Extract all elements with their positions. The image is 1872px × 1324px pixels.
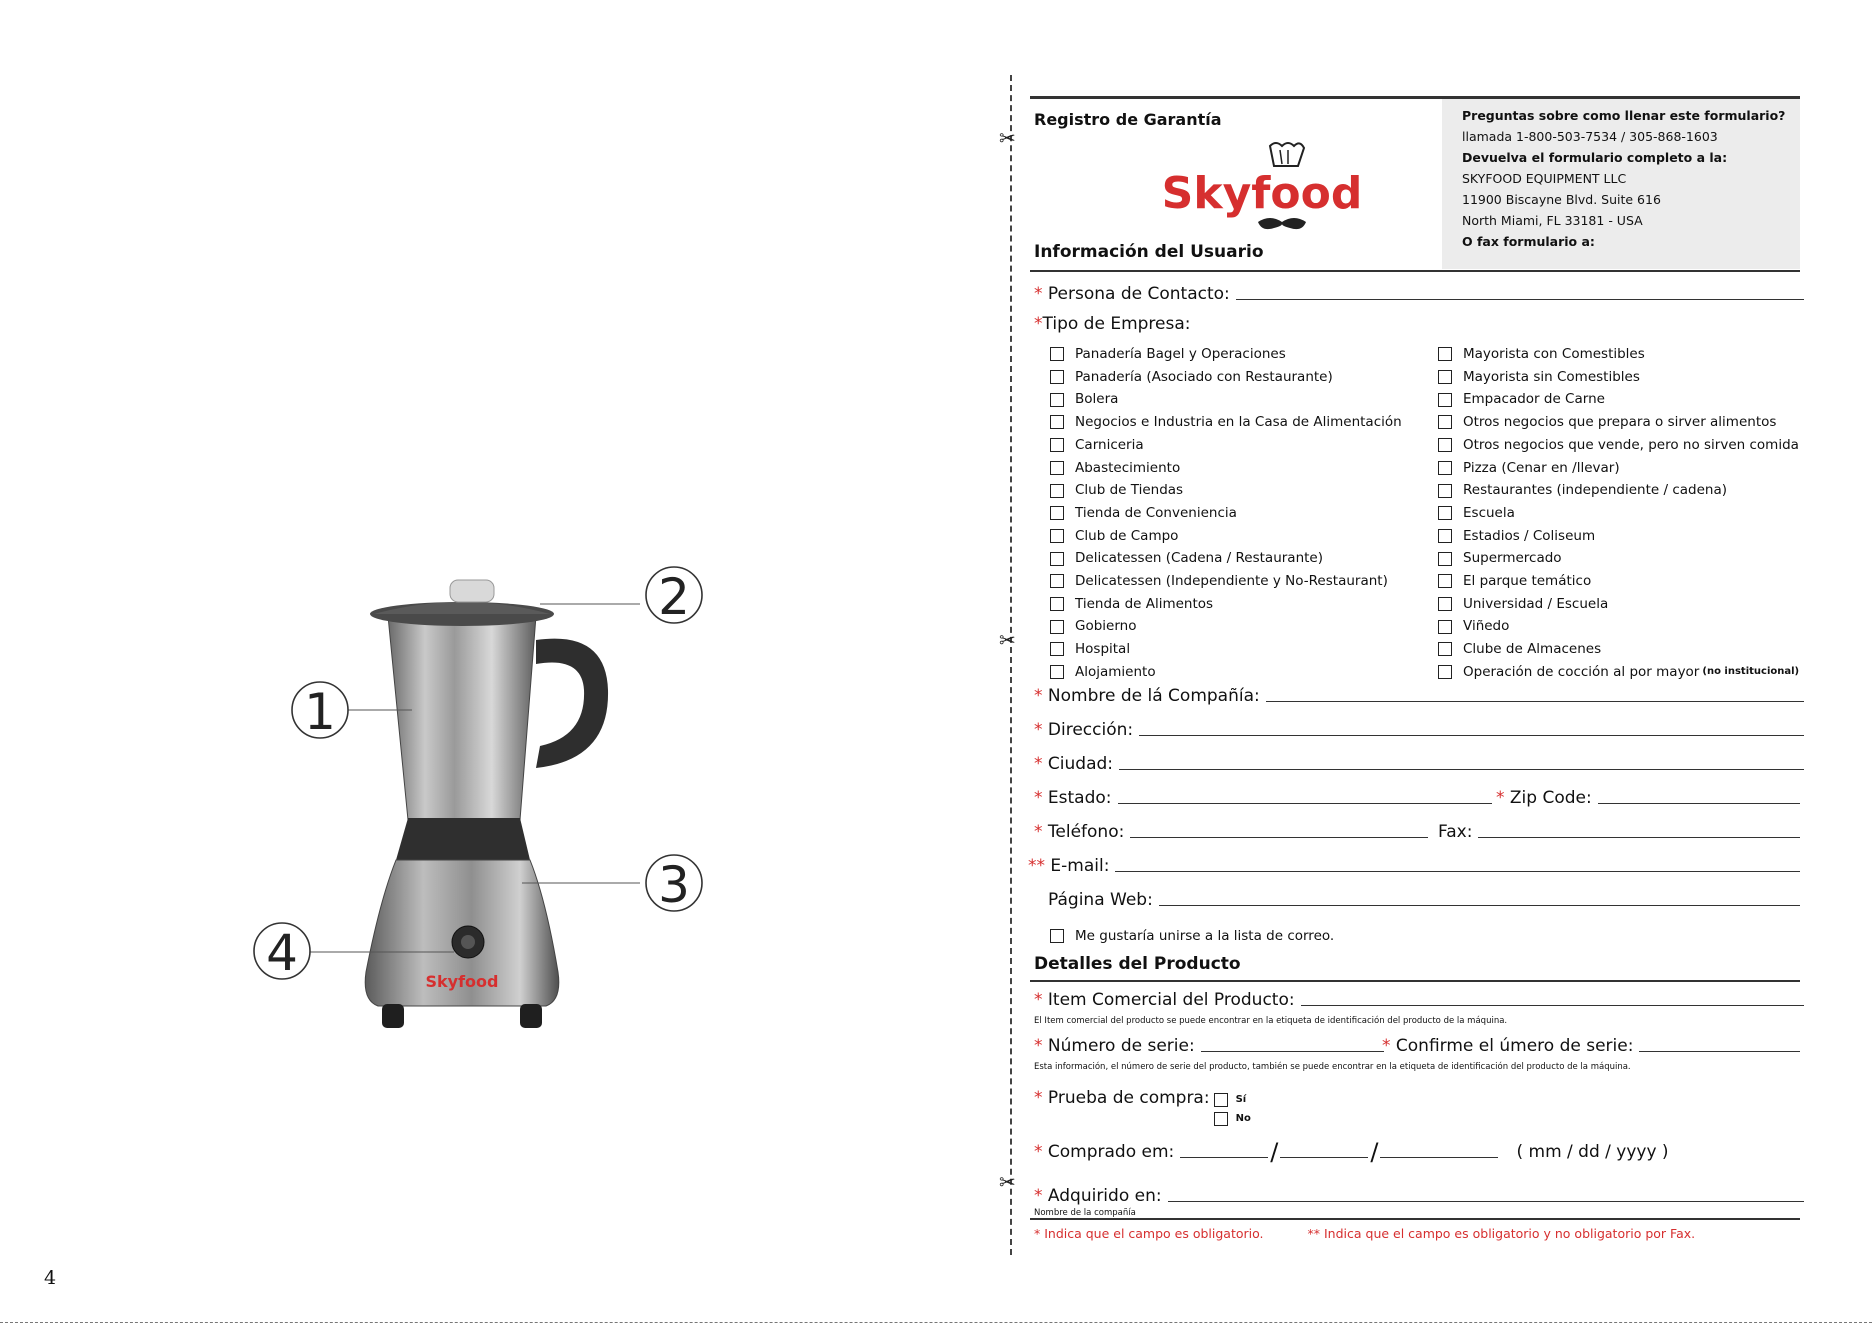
checkbox[interactable] <box>1438 529 1452 543</box>
mustache-icon <box>1258 218 1306 229</box>
business-option[interactable]: Bolera <box>1050 388 1402 411</box>
note-required-fax: ** Indica que el campo es obligatorio y no obligatorio por Fax. <box>1307 1226 1696 1241</box>
state-field[interactable]: * Estado: <box>1034 788 1492 808</box>
checkbox[interactable] <box>1050 552 1064 566</box>
proof-no-option[interactable]: No <box>1214 1109 1251 1128</box>
serial-note: Esta información, el número de serie del producto, también se puede encontrar en la etiqueta de identificación del producto de la máquina. <box>1034 1062 1631 1072</box>
checkbox[interactable] <box>1050 370 1064 384</box>
required-notes <box>1034 1226 1735 1241</box>
checkbox[interactable] <box>1438 393 1452 407</box>
business-option[interactable]: Club de Campo <box>1050 525 1402 548</box>
business-type-label: *Tipo de Empresa: <box>1034 314 1191 334</box>
svg-text:2: 2 <box>658 568 690 626</box>
mailing-list-option[interactable]: Me gustaría unirse a la lista de correo. <box>1050 928 1334 944</box>
item-note: El Item comercial del producto se puede encontrar en la etiqueta de identificación del producto de la máquina. <box>1034 1016 1508 1026</box>
date-format-hint: ( mm / dd / yyyy ) <box>1516 1142 1669 1162</box>
section-rule <box>1030 1218 1800 1220</box>
business-option[interactable]: El parque temático <box>1438 570 1799 593</box>
section-user-info: Información del Usuario <box>1034 242 1264 262</box>
date-year[interactable] <box>1380 1157 1498 1158</box>
contact-info-box <box>1442 99 1800 269</box>
business-option[interactable]: Empacador de Carne <box>1438 388 1799 411</box>
cut-line <box>1010 75 1012 1255</box>
business-option[interactable]: Pizza (Cenar en /llevar) <box>1438 457 1799 480</box>
page-number: 4 <box>44 1267 57 1289</box>
checkbox[interactable] <box>1050 642 1064 656</box>
business-option[interactable]: Panadería (Asociado con Restaurante) <box>1050 366 1402 389</box>
scissors-icon: ✂ <box>999 1170 1016 1194</box>
zip-field[interactable]: * Zip Code: <box>1496 788 1800 808</box>
svg-text:3: 3 <box>658 856 690 914</box>
checkbox[interactable] <box>1438 642 1452 656</box>
phone-field[interactable]: * Teléfono: <box>1034 822 1428 842</box>
form-title: Registro de Garantía <box>1034 110 1222 129</box>
website-field[interactable]: Página Web: <box>1048 890 1800 910</box>
note-required: * Indica que el campo es obligatorio. <box>1034 1226 1264 1241</box>
section-rule <box>1030 980 1800 982</box>
city-field[interactable]: * Ciudad: <box>1034 754 1804 774</box>
checkbox[interactable] <box>1050 665 1064 679</box>
item-field[interactable]: * Item Comercial del Producto: <box>1034 990 1804 1010</box>
checkbox[interactable] <box>1050 929 1064 943</box>
checkbox[interactable] <box>1438 415 1452 429</box>
email-field[interactable]: ** E-mail: <box>1028 856 1800 876</box>
business-option[interactable]: Viñedo <box>1438 615 1799 638</box>
checkbox[interactable] <box>1438 574 1452 588</box>
section-product-details: Detalles del Producto <box>1034 954 1241 974</box>
purchase-date-field[interactable]: * Comprado em: / / ( mm / dd / yyyy ) <box>1034 1138 1669 1166</box>
business-option[interactable]: Restaurantes (independiente / cadena) <box>1438 479 1799 502</box>
business-option[interactable]: Alojamiento <box>1050 661 1402 684</box>
business-option[interactable]: Mayorista con Comestibles <box>1438 343 1799 366</box>
checkbox[interactable] <box>1438 347 1452 361</box>
checkbox[interactable] <box>1050 597 1064 611</box>
scissors-icon: ✂ <box>999 126 1016 150</box>
business-option[interactable]: Escuela <box>1438 502 1799 525</box>
warranty-form <box>1030 96 1800 1256</box>
checkbox[interactable] <box>1438 370 1452 384</box>
info-street: 11900 Biscayne Blvd. Suite 616 <box>1462 192 1661 207</box>
business-option[interactable]: Tienda de Conveniencia <box>1050 502 1402 525</box>
checkbox[interactable] <box>1050 438 1064 452</box>
chef-hat-icon <box>1270 143 1304 166</box>
business-option[interactable]: Tienda de Alimentos <box>1050 593 1402 616</box>
checkbox[interactable] <box>1438 461 1452 475</box>
business-option[interactable]: Universidad / Escuela <box>1438 593 1799 616</box>
acquired-note: Nombre de la compañía <box>1034 1208 1136 1218</box>
proof-of-purchase: * Prueba de compra: Sí No <box>1034 1088 1251 1128</box>
business-option[interactable]: Gobierno <box>1050 615 1402 638</box>
business-option[interactable]: Abastecimiento <box>1050 457 1402 480</box>
info-city: North Miami, FL 33181 - USA <box>1462 213 1643 228</box>
date-day[interactable] <box>1280 1157 1368 1158</box>
callout-3 <box>646 855 702 914</box>
checkbox[interactable] <box>1050 506 1064 520</box>
address-field[interactable]: * Dirección: <box>1034 720 1804 740</box>
business-option[interactable]: Mayorista sin Comestibles <box>1438 366 1799 389</box>
info-phone: llamada 1-800-503-7534 / 305-868-1603 <box>1462 129 1718 144</box>
business-option[interactable]: Clube de Almacenes <box>1438 638 1799 661</box>
checkbox[interactable] <box>1438 665 1452 679</box>
info-question: Preguntas sobre como llenar este formulario? <box>1462 108 1786 123</box>
fax-field[interactable]: Fax: <box>1438 822 1800 842</box>
info-fax-label: O fax formulario a: <box>1462 234 1595 249</box>
bottom-rule <box>0 1322 1872 1323</box>
date-month[interactable] <box>1180 1157 1268 1158</box>
business-option[interactable]: Otros negocios que vende, pero no sirven comida <box>1438 434 1799 457</box>
checkbox[interactable] <box>1438 620 1452 634</box>
acquired-at-field[interactable]: * Adquirido en: <box>1034 1186 1804 1206</box>
checkbox[interactable] <box>1438 552 1452 566</box>
svg-text:Skyfood: Skyfood <box>1161 168 1363 219</box>
checkbox[interactable] <box>1438 484 1452 498</box>
serial-confirm-field[interactable]: * Confirme el úmero de serie: <box>1382 1036 1800 1056</box>
proof-yes-option[interactable]: Sí <box>1214 1090 1251 1109</box>
business-option[interactable]: Supermercado <box>1438 547 1799 570</box>
checkbox[interactable] <box>1214 1093 1228 1107</box>
callout-1 <box>292 682 348 741</box>
checkbox[interactable] <box>1050 415 1064 429</box>
checkbox[interactable] <box>1438 438 1452 452</box>
business-option[interactable]: Hospital <box>1050 638 1402 661</box>
checkbox[interactable] <box>1214 1112 1228 1126</box>
business-option[interactable]: Operación de cocción al por mayor (no institucional) <box>1438 661 1799 684</box>
section-rule <box>1030 270 1800 272</box>
checkbox[interactable] <box>1050 620 1064 634</box>
blender-brand: Skyfood <box>425 972 499 991</box>
business-type-list-right <box>1438 343 1799 684</box>
info-return-label: Devuelva el formulario completo a la: <box>1462 150 1728 165</box>
business-option[interactable]: Carniceria <box>1050 434 1402 457</box>
business-option[interactable]: Negocios e Industria en la Casa de Alimentación <box>1050 411 1402 434</box>
business-option[interactable]: Delicatessen (Cadena / Restaurante) <box>1050 547 1402 570</box>
checkbox[interactable] <box>1050 574 1064 588</box>
svg-text:4: 4 <box>266 924 298 982</box>
serial-field[interactable]: * Número de serie: <box>1034 1036 1384 1056</box>
business-option[interactable]: Delicatessen (Independiente y No-Restaurant) <box>1050 570 1402 593</box>
business-option[interactable]: Otros negocios que prepara o sirver alimentos <box>1438 411 1799 434</box>
business-option[interactable]: Panadería Bagel y Operaciones <box>1050 343 1402 366</box>
checkbox[interactable] <box>1050 393 1064 407</box>
contact-input-line[interactable] <box>1236 299 1804 300</box>
checkbox[interactable] <box>1438 597 1452 611</box>
checkbox[interactable] <box>1050 529 1064 543</box>
callout-4 <box>254 923 310 982</box>
business-type-list-left <box>1050 343 1402 684</box>
checkbox[interactable] <box>1050 461 1064 475</box>
business-option[interactable]: Club de Tiendas <box>1050 479 1402 502</box>
checkbox[interactable] <box>1438 506 1452 520</box>
svg-text:1: 1 <box>304 683 336 741</box>
checkbox[interactable] <box>1050 484 1064 498</box>
contact-field[interactable]: * Persona de Contacto: <box>1034 284 1804 304</box>
checkbox[interactable] <box>1050 347 1064 361</box>
callout-2 <box>646 567 702 626</box>
info-company: SKYFOOD EQUIPMENT LLC <box>1462 171 1627 186</box>
scissors-icon: ✂ <box>999 628 1016 652</box>
business-option[interactable]: Estadios / Coliseum <box>1438 525 1799 548</box>
skyfood-logo <box>1142 136 1382 246</box>
company-name-field[interactable]: * Nombre de lá Compañía: <box>1034 686 1804 706</box>
